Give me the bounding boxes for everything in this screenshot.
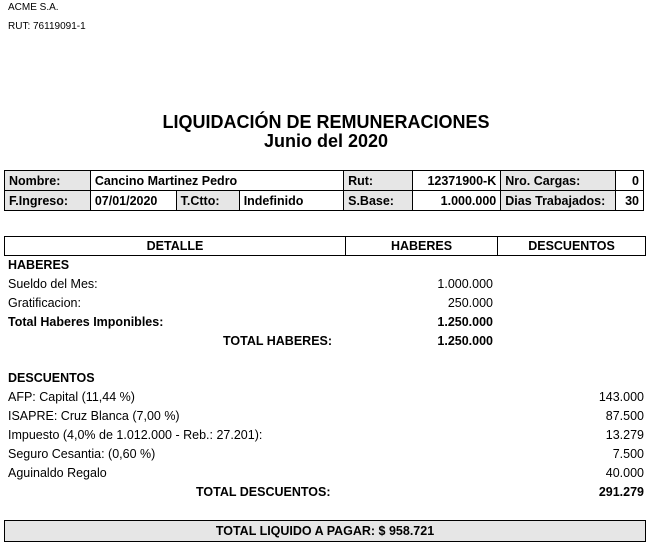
detalle-column-header: DETALLE [5,237,346,255]
haberes-item-label: Gratificacion: [8,296,81,310]
descuentos-column-header: DESCUENTOS [528,239,615,253]
descuentos-item-label: ISAPRE: Cruz Blanca (7,00 %) [8,409,180,423]
total-liquido-banner: TOTAL LIQUIDO A PAGAR: $ 958.721 [4,520,646,542]
total-descuentos-label: TOTAL DESCUENTOS: [196,485,331,499]
cargas-label: Nro. Cargas: [501,171,616,191]
ingreso-label: F.Ingreso: [5,191,91,211]
dias-label: Dias Trabajados: [501,191,616,211]
descuentos-item-label: Aguinaldo Regalo [8,466,107,480]
haberes-item-amount: 250.000 [447,296,493,310]
tctto-label: T.Ctto: [176,191,239,211]
total-haberes-label: TOTAL HABERES: [223,334,333,348]
company-name: ACME S.A. [8,2,59,13]
tctto-value: Indefinido [239,191,343,211]
sbase-value: 1.000.000 [413,191,501,211]
dias-value: 30 [616,191,644,211]
employee-info-table [4,170,644,211]
detail-header [4,236,646,256]
descuentos-item-amount: 87.500 [605,409,644,423]
descuentos-item-amount: 143.000 [598,390,644,404]
total-haberes-value: 1.250.000 [437,334,493,348]
employee-info-row [5,191,644,211]
total-imponible-value: 1.250.000 [437,315,493,329]
cargas-value: 0 [616,171,644,191]
total-imponible-label: Total Haberes Imponibles: [8,315,164,329]
document-period: Junio del 2020 [263,131,389,151]
haberes-column-header: HABERES [346,237,498,255]
total-descuentos-value: 291.279 [598,485,644,499]
employee-info-row [5,171,644,191]
descuentos-item-label: AFP: Capital (11,44 %) [8,390,135,404]
sbase-label: S.Base: [344,191,413,211]
descuentos-item-label: Seguro Cesantia: (0,60 %) [8,447,156,461]
descuentos-item-label: Impuesto (4,0% de 1.012.000 - Reb.: 27.201): [8,428,263,442]
haberes-item-label: Sueldo del Mes: [8,277,98,291]
haberes-section-title: HABERES [8,258,70,272]
rut-value: 12371900-K [413,171,501,191]
company-rut: RUT: 76119091-1 [8,21,86,32]
document-title: LIQUIDACIÓN DE REMUNERACIONES [162,112,490,132]
descuentos-item-amount: 13.279 [605,428,644,442]
rut-label: Rut: [344,171,413,191]
descuentos-item-amount: 7.500 [612,447,644,461]
nombre-value: Cancino Martinez Pedro [90,171,343,191]
ingreso-value: 07/01/2020 [90,191,176,211]
haberes-item-amount: 1.000.000 [437,277,493,291]
descuentos-section-title: DESCUENTOS [8,371,95,385]
nombre-label: Nombre: [5,171,91,191]
descuentos-item-amount: 40.000 [605,466,644,480]
